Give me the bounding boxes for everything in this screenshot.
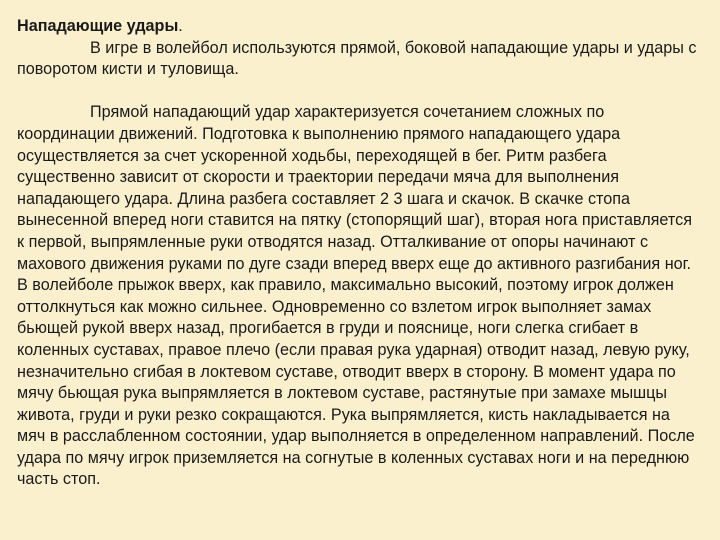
heading-period: .	[178, 17, 183, 35]
body-paragraph: Прямой нападающий удар характеризуется сочетанием сложных по координации движений. Подготовка к выполнению прямого нападающего удара осуществляется за счет ускоренной ходьбы, переходящей в бег. Ритм разбега существенно зависит от скорости и траектории передачи мяча для выполнения нападающего удара. Длина разбега составляет 2 3 шага и скачок. В скачке стопа вынесенной вперед ноги ставится на пятку (стопорящий шаг), вторая нога приставляется к первой, выпрямленные руки отводятся назад. Отталкивание от опоры начинают с махового движения руками по дуге сзади вперед вверх еще до активного разгибания ног. В волейболе прыжок вверх, как правило, максимально высокий, поэтому игрок должен оттолкнуться как можно сильнее. Одновременно со взлетом игрок выполняет замах бьющей рукой вверх назад, прогибается в груди и пояснице, ноги слегка сгибает в коленных суставах, правое плечо (если правая рука ударная) отводит назад, левую руку, незначительно сгибая в локтевом суставе, отводит вверх в сторону. В момент удара по мячу бьющая рука выпрямляется в локтевом суставе, растянутые при замахе мышцы живота, груди и руки резко сокращаются. Рука выпрямляется, кисть накладывается на мяч в расслабленном состоянии, удар выполняется в определенном направлений. После удара по мячу игрок приземляется на согнутые в коленных суставах ноги и на переднюю часть стоп.	[17, 103, 695, 489]
section-heading	[17, 16, 702, 38]
intro-paragraph: В игре в волейбол используются прямой, боковой нападающие удары и удары с поворотом кисти и туловища.	[17, 38, 697, 79]
heading-title: Нападающие удары	[17, 17, 179, 35]
